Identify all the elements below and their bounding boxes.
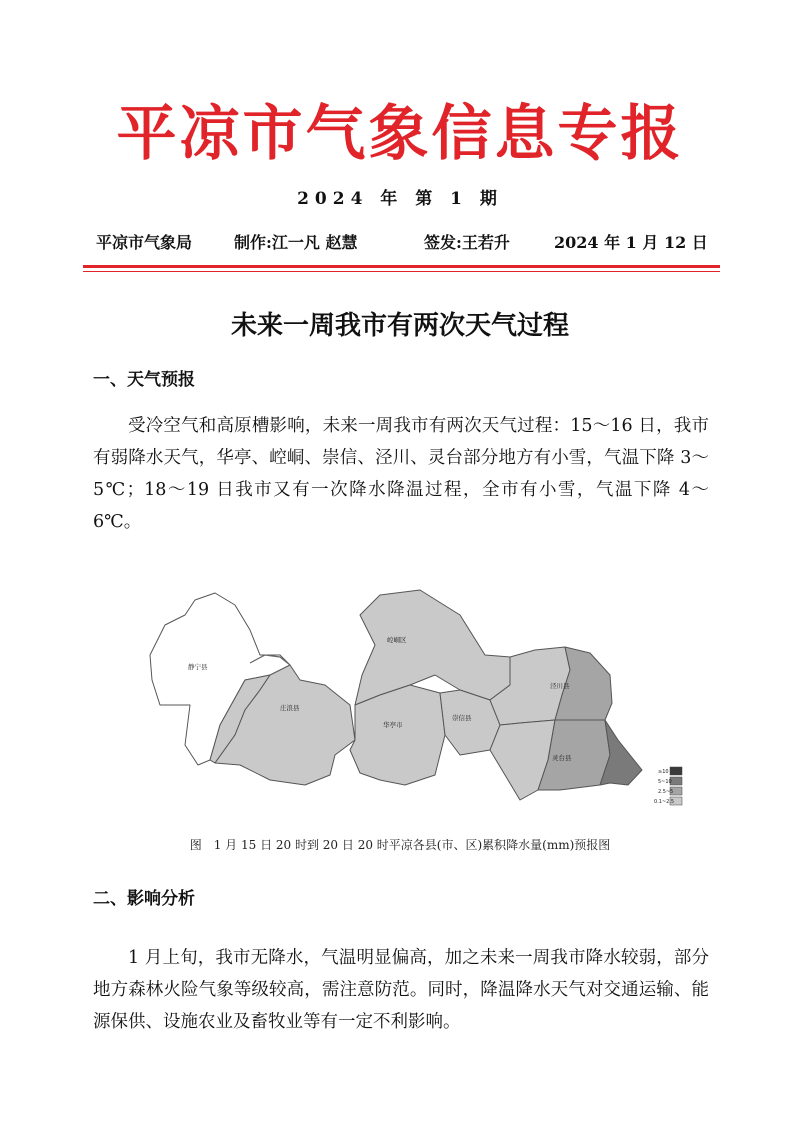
bulletin-meta xyxy=(96,230,716,256)
legend-label-3: 0.1~2.5 xyxy=(654,799,675,805)
masthead-title: 平凉市气象信息专报 xyxy=(116,99,684,169)
label-jingning: 静宁县 xyxy=(188,663,208,671)
map-legend xyxy=(654,767,682,805)
label-lingtai: 灵台县 xyxy=(552,754,572,762)
section-title-forecast: 一、天气预报 xyxy=(93,370,195,390)
legend-label-0: ≥10 xyxy=(658,769,669,775)
figure-caption: 图 1 月 15 日 20 时到 20 日 20 时平凉各县(市、区)累积降水量(mm)预报图 xyxy=(189,838,611,852)
section-title-impact: 二、影响分析 xyxy=(93,889,195,909)
label-huating: 华亭市 xyxy=(383,721,403,729)
legend-label-1: 5~10 xyxy=(658,779,672,785)
label-jingchuan: 泾川县 xyxy=(550,682,570,690)
issue-number: 2024 年 第 1 期 xyxy=(297,189,503,209)
header-rule-thin xyxy=(83,271,720,272)
label-kongtong: 崆峒区 xyxy=(387,636,407,644)
forecast-paragraph: 受冷空气和高原槽影响，未来一周我市有两次天气过程：15～16 日，我市有弱降水天气，华亭、崆峒、崇信、泾川、灵台部分地方有小雪，气温下降 3～5℃；18～19 日我市又有一次降水降温过程，全市有小雪，气温下降 4～6℃。 xyxy=(93,416,709,532)
legend-swatch-1 xyxy=(670,777,682,785)
header-rule-thick xyxy=(83,265,720,268)
label-chongxin: 崇信县 xyxy=(452,714,472,722)
impact-paragraph: 1 月上旬，我市无降水，气温明显偏高，加之未来一周我市降水较弱，部分地方森林火险气象等级较高，需注意防范。同时，降温降水天气对交通运输、能源保供、设施农业及畜牧业等有一定不利影响。 xyxy=(93,948,709,1032)
bureau-name: 平凉市气象局 xyxy=(96,233,193,252)
legend-label-2: 2.5~5 xyxy=(658,789,674,795)
producer: 制作:江一凡 赵慧 xyxy=(234,233,358,252)
precipitation-map xyxy=(140,585,700,825)
issuer: 签发:王若升 xyxy=(424,233,510,252)
county-kongtong xyxy=(355,590,510,705)
article-headline: 未来一周我市有两次天气过程 xyxy=(230,311,569,341)
label-zhuanglang: 庄浪县 xyxy=(280,704,300,712)
issue-date: 2024 年 1 月 12 日 xyxy=(554,233,708,252)
legend-swatch-0 xyxy=(670,767,682,775)
